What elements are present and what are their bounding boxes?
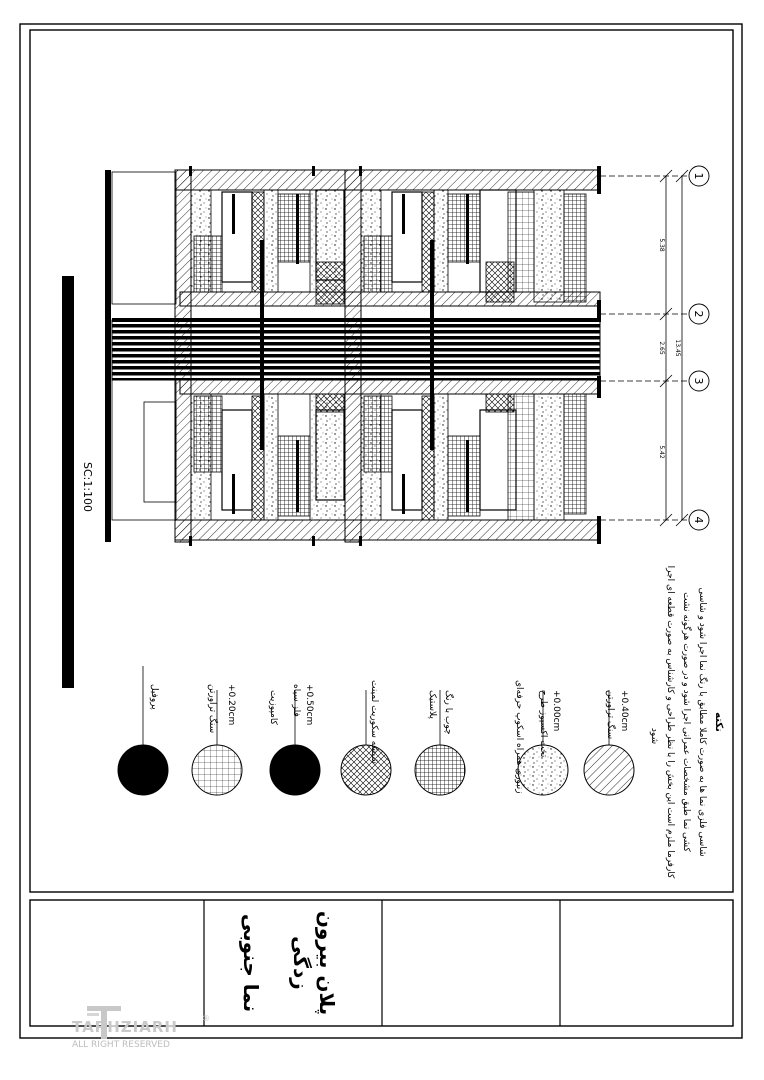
dimension-3: 5.42 [658, 445, 665, 459]
title-line-3: نما جنوبی [239, 913, 263, 1013]
notes-block [649, 566, 724, 879]
svg-text:+0.50cm: +0.50cm [304, 684, 314, 726]
svg-text:1: 1 [692, 172, 705, 180]
svg-text:پلاستیک: پلاستیک [427, 690, 437, 719]
scale-bar [62, 276, 74, 688]
svg-text:شیشه سکوریت لمینت: شیشه سکوریت لمینت [369, 680, 379, 764]
svg-text:+0.20cm: +0.20cm [226, 684, 236, 726]
elevation-plan [105, 166, 709, 546]
notes-line-4: شود [649, 727, 659, 745]
dimension-2: 2.65 [658, 341, 665, 355]
legend-item [341, 680, 391, 795]
grid-bubble [689, 304, 709, 324]
scale-label: SC:1:100 [81, 461, 94, 513]
watermark-logo [30, 1000, 210, 1060]
legend-item [118, 666, 168, 795]
grid-bubble [689, 510, 709, 530]
legend-item [268, 684, 320, 795]
title-line-1: پلان بیرون [315, 910, 339, 1016]
svg-text:فلز سیاه: فلز سیاه [291, 684, 301, 717]
watermark-registered: ® [202, 1014, 210, 1023]
notes-line-1: شاسی فلزی نما ها به صورت کاملا مطابق با رنگ نما اجرا شود و شاسی [697, 587, 707, 857]
svg-text:4: 4 [692, 516, 705, 524]
watermark-rights: ALL RIGHT RESERVED [72, 1040, 170, 1050]
svg-text:کامپوزیت: کامپوزیت [268, 690, 278, 725]
legend-item [584, 690, 634, 795]
notes-line-3: کارفرما ملزم است این بخش را با نظر طراحی و کارشناس به صورت قطعه ای اجرا [665, 565, 675, 879]
legend-item [415, 690, 465, 795]
dimension-total: 13.45 [674, 339, 681, 357]
svg-text:پروفیل: پروفیل [149, 684, 159, 710]
dimension-1: 5.38 [658, 238, 665, 252]
title-line-2: زدگی [289, 936, 313, 990]
legend-item [514, 680, 568, 795]
svg-text:زنبوری همراه اسکوپ حرفه‌ای: زنبوری همراه اسکوپ حرفه‌ای [514, 680, 524, 794]
legend-item [192, 684, 242, 795]
notes-line-2: کشی نما طبق مشخصات عمرانی اجرا شود و در صورت هرگونه نشت [681, 592, 691, 852]
watermark-brand: TARHZIARH [72, 1018, 178, 1036]
grid-bubble [689, 166, 709, 186]
notes-heading: نکته [713, 712, 724, 732]
svg-text:+0.40cm: +0.40cm [619, 690, 629, 732]
svg-text:+0.00cm: +0.00cm [551, 690, 561, 732]
svg-text:3: 3 [692, 377, 705, 385]
svg-text:سنگ تراورتن: سنگ تراورتن [207, 684, 217, 734]
material-legend [118, 666, 634, 795]
svg-text:چوب با رنگ: چوب با رنگ [443, 690, 453, 735]
svg-text:تخت اکسپوز طرح: تخت اکسپوز طرح [538, 690, 548, 758]
svg-text:سنگ تراورتن: سنگ تراورتن [605, 690, 615, 740]
grid-bubble [689, 371, 709, 391]
svg-text:2: 2 [692, 310, 705, 318]
